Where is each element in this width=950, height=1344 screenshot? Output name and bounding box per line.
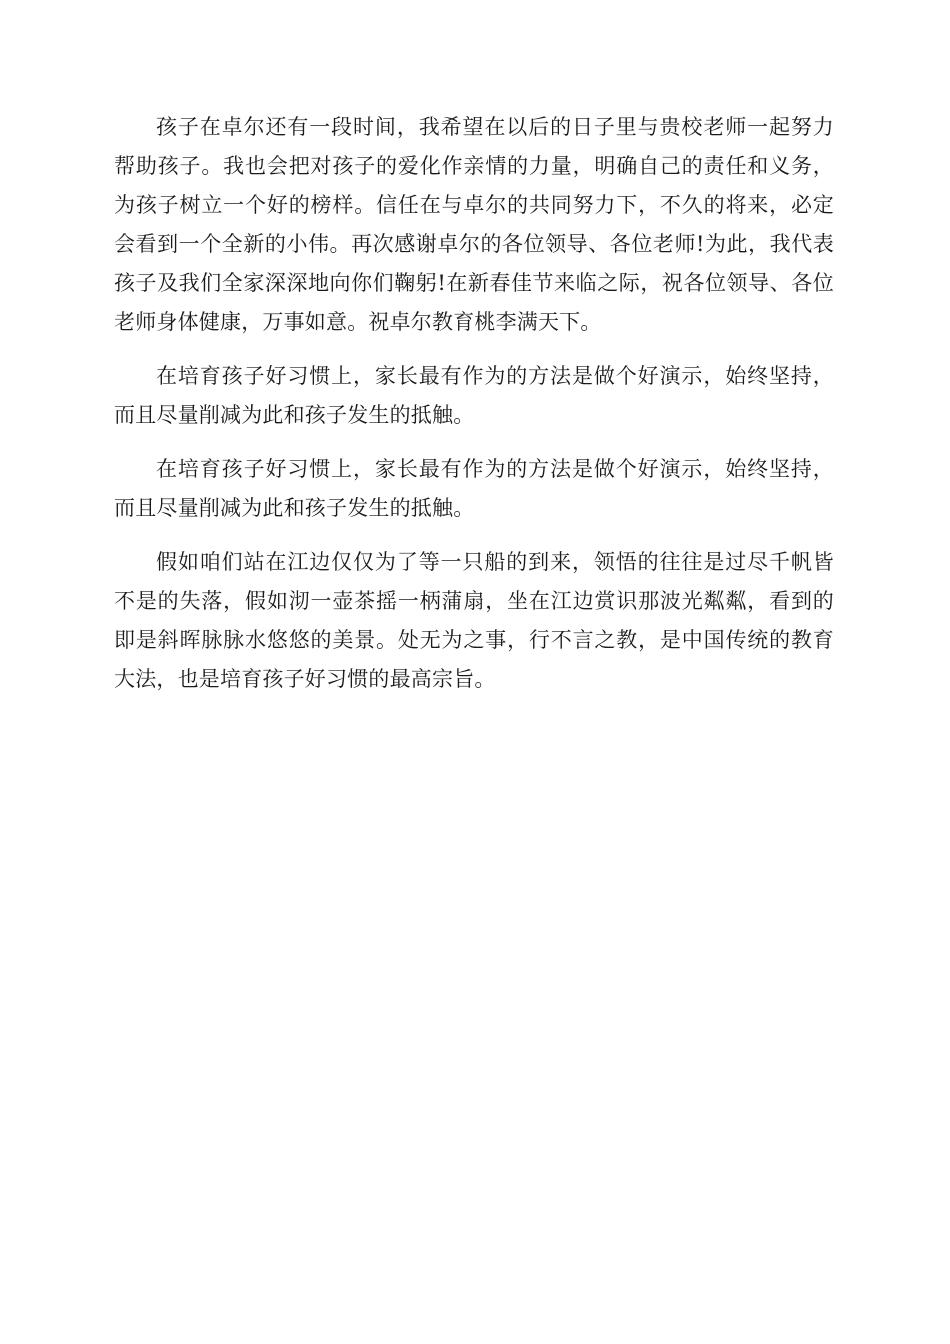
- document-body: [114, 108, 834, 714]
- paragraph-2: 在培育孩子好习惯上，家长最有作为的方法是做个好演示，始终坚持，而且尽量削减为此和孩子发生的抵触。: [114, 364, 834, 427]
- paragraph-1: 孩子在卓尔还有一段时间，我希望在以后的日子里与贵校老师一起努力帮助孩子。我也会把对孩子的爱化作亲情的力量，明确自己的责任和义务，为孩子树立一个好的榜样。信任在与卓尔的共同努力下，不久的将来，必定会看到一个全新的小伟。再次感谢卓尔的各位领导、各位老师!为此，我代表孩子及我们全家深深地向你们鞠躬!在新春佳节来临之际，祝各位领导、各位老师身体健康，万事如意。祝卓尔教育桃李满天下。: [114, 115, 834, 334]
- paragraph-3: 在培育孩子好习惯上，家长最有作为的方法是做个好演示，始终坚持，而且尽量削减为此和孩子发生的抵触。: [114, 457, 834, 520]
- paragraph-4: 假如咱们站在江边仅仅为了等一只船的到来，领悟的往往是过尽千帆皆不是的失落，假如沏一壶茶摇一柄蒲扇，坐在江边赏识那波光粼粼，看到的即是斜晖脉脉水悠悠的美景。处无为之事，行不言之教，是中国传统的教育大法，也是培育孩子好习惯的最高宗旨。: [114, 550, 834, 691]
